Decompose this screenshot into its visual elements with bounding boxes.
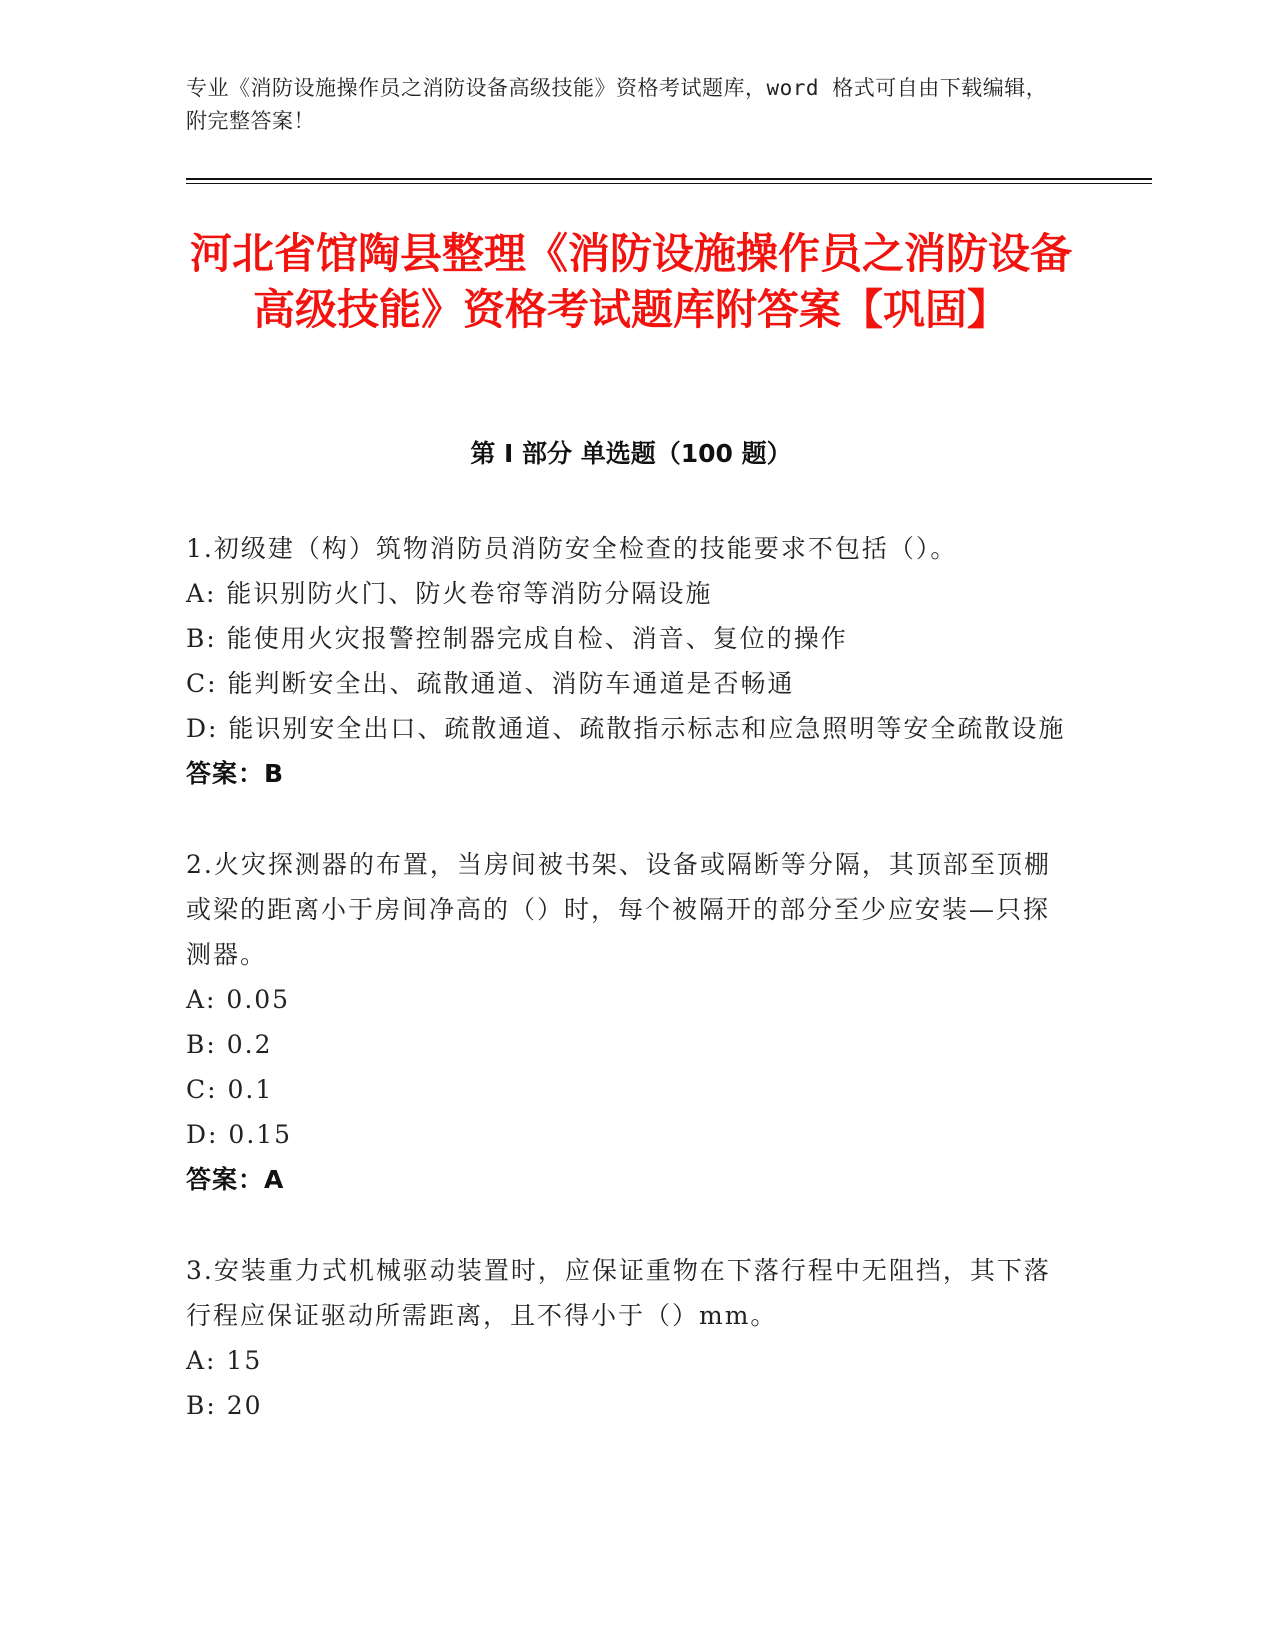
question-stem: 3.安装重力式机械驱动装置时，应保证重物在下落行程中无阻挡，其下落行程应保证驱动所需距离，且不得小于（）mm。 [186,1256,1051,1330]
question-option: A: 0.05 [186,985,291,1014]
document-title: 河北省馆陶县整理《消防设施操作员之消防设备高级技能》资格考试题库附答案【巩固】 [189,229,1072,334]
question-list [186,526,1066,1474]
answer-prefix: 答案： [186,759,265,788]
answer-value: A [264,1165,285,1194]
section-heading: 第 I 部分 单选题（100 题） [470,439,792,468]
question-answer [186,1157,1066,1202]
question-option: A: 能识别防火门、防火卷帘等消防分隔设施 [186,579,713,608]
question-option: B: 0.2 [186,1030,273,1059]
question-option: B: 20 [186,1391,263,1420]
question-option: D: 能识别安全出口、疏散通道、疏散指示标志和应急照明等安全疏散设施 [186,714,1066,743]
question-option: B: 能使用火灾报警控制器完成自检、消音、复位的操作 [186,624,848,653]
header-rule-thin [186,183,1152,184]
question-answer [186,751,1066,796]
question-option: C: 0.1 [186,1075,274,1104]
header-rule-thick [186,178,1152,180]
question-block [186,842,1066,1202]
question-block [186,526,1066,796]
question-stem: 2.火灾探测器的布置，当房间被书架、设备或隔断等分隔，其顶部至顶棚或梁的距离小于房间净高的（）时，每个被隔开的部分至少应安装—只探测器。 [186,850,1051,969]
answer-prefix: 答案： [186,1165,265,1194]
header-note: 专业《消防设施操作员之消防设备高级技能》资格考试题库，word 格式可自由下载编辑，附完整答案！ [186,76,1048,133]
question-option: C: 能判断安全出、疏散通道、消防车通道是否畅通 [186,669,795,698]
question-option: A: 15 [186,1346,263,1375]
question-stem: 1.初级建（构）筑物消防员消防安全检查的技能要求不包括（）。 [186,534,958,563]
question-option: D: 0.15 [186,1120,293,1149]
answer-value: B [264,759,285,788]
question-block [186,1248,1066,1428]
